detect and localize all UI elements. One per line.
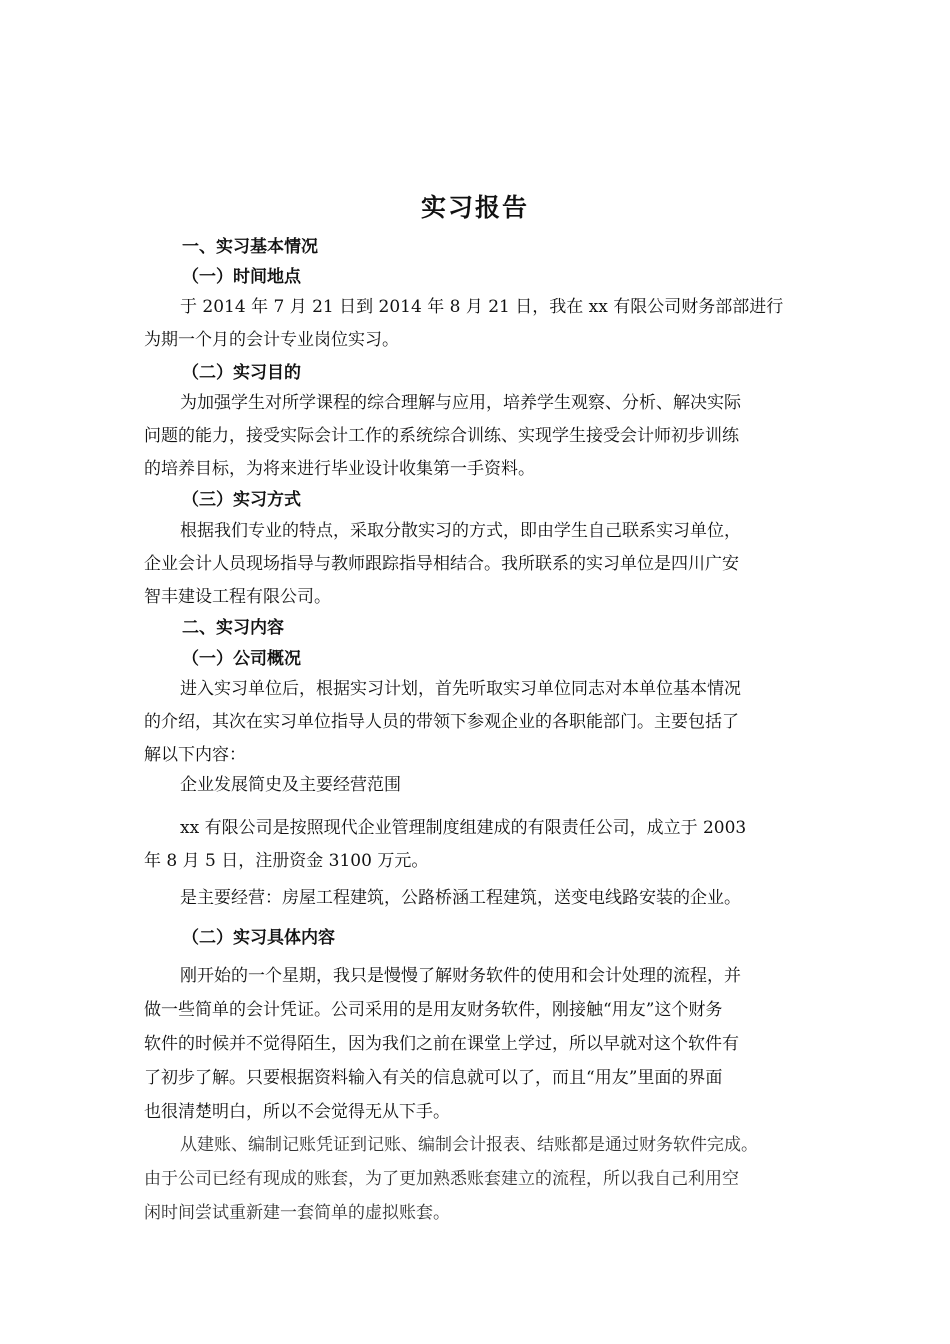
section2-sub2-heading-text: （二）实习具体内容 xyxy=(182,928,335,948)
paragraph-line: 企业会计人员现场指导与教师跟踪指导相结合。我所联系的实习单位是四川广安 xyxy=(144,554,739,574)
list-item: 企业发展简史及主要经营范围 xyxy=(180,775,401,795)
paragraph-line: 解以下内容： xyxy=(144,745,246,765)
paragraph-line: 是主要经营：房屋工程建筑，公路桥涵工程建筑，送变电线路安装的企业。 xyxy=(180,888,741,908)
paragraph-line: 智丰建设工程有限公司。 xyxy=(144,587,331,607)
paragraph-line: 为期一个月的会计专业岗位实习。 xyxy=(144,330,399,350)
paragraph-line: 根据我们专业的特点，采取分散实习的方式，即由学生自己联系实习单位， xyxy=(180,521,741,541)
section1-sub1-heading: （一）时间地点 xyxy=(182,267,301,287)
section1-sub2-heading: （二）实习目的 xyxy=(182,363,301,383)
paragraph-line: 从建账、编制记账凭证到记账、编制会计报表、结账都是通过财务软件完成。 xyxy=(180,1135,758,1155)
section2-sub2-heading xyxy=(182,923,335,948)
paragraph-line: 刚开始的一个星期，我只是慢慢了解财务软件的使用和会计处理的流程，并 xyxy=(180,966,741,986)
paragraph-line: 做一些简单的会计凭证。公司采用的是用友财务软件，刚接触“用友”这个财务 xyxy=(144,1000,723,1020)
paragraph-line: 闲时间尝试重新建一套简单的虚拟账套。 xyxy=(144,1203,450,1223)
section1-sub3-heading: （三）实习方式 xyxy=(182,490,301,510)
paragraph-line: xx 有限公司是按照现代企业管理制度组建成的有限责任公司，成立于 2003 xyxy=(180,818,747,838)
paragraph-line: 了初步了解。只要根据资料输入有关的信息就可以了，而且“用友”里面的界面 xyxy=(144,1068,723,1088)
paragraph-line: 软件的时候并不觉得陌生，因为我们之前在课堂上学过，所以早就对这个软件有 xyxy=(144,1034,739,1054)
paragraph-line: 的介绍，其次在实习单位指导人员的带领下参观企业的各职能部门。主要包括了 xyxy=(144,712,739,732)
section2-heading: 二、实习内容 xyxy=(182,618,284,638)
paragraph-line: 也很清楚明白，所以不会觉得无从下手。 xyxy=(144,1102,450,1122)
paragraph-line: 由于公司已经有现成的账套，为了更加熟悉账套建立的流程，所以我自己利用空 xyxy=(144,1169,739,1189)
paragraph-line: 年 8 月 5 日，注册资金 3100 万元。 xyxy=(144,851,429,871)
paragraph-line: 为加强学生对所学课程的综合理解与应用，培养学生观察、分析、解决实际 xyxy=(180,393,741,413)
paragraph-line: 于 2014 年 7 月 21 日到 2014 年 8 月 21 日，我在 xx 有限公司财务部部进行 xyxy=(180,297,784,317)
paragraph-line: 的培养目标，为将来进行毕业设计收集第一手资料。 xyxy=(144,459,535,479)
paragraph-line: 问题的能力，接受实际会计工作的系统综合训练、实现学生接受会计师初步训练 xyxy=(144,426,739,446)
section1-heading: 一、实习基本情况 xyxy=(182,237,318,257)
paragraph-line: 进入实习单位后，根据实习计划，首先听取实习单位同志对本单位基本情况 xyxy=(180,679,741,699)
document-title: 实习报告 xyxy=(420,193,529,222)
section2-sub1-heading: （一）公司概况 xyxy=(182,649,301,669)
